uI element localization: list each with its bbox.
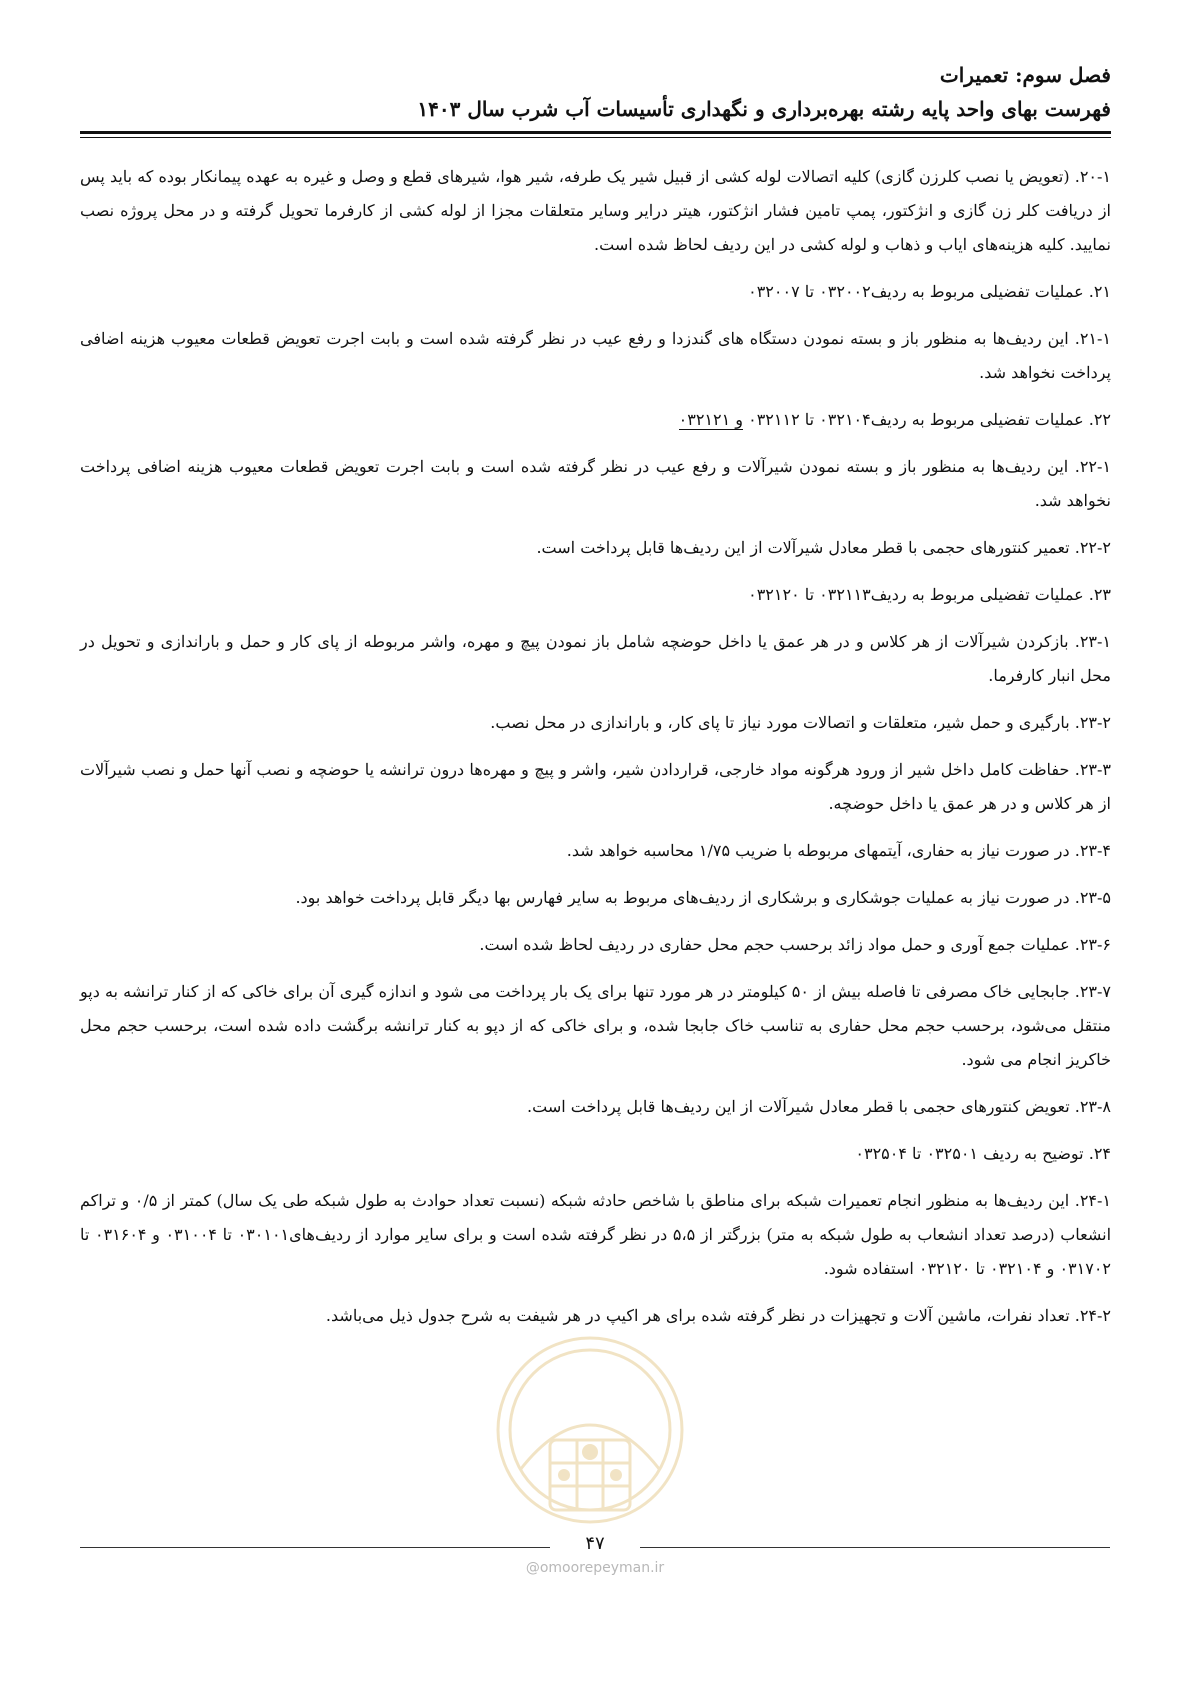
page-header (81, 58, 1111, 126)
footer-rule-right (640, 1547, 1110, 1548)
page-number: ۴۷ (585, 1533, 605, 1554)
paragraph-23-3: ۲۳-۳. حفاظت کامل داخل شیر از ورود هرگونه مواد خارجی، قراردادن شیر، واشر و پیچ و مهره‌ها درون ترانشه یا حوضچه و نصب آنها حمل و نصب شیرآلات از هر کلاس و در هر عمق یا داخل حوضچه. (80, 760, 1111, 813)
paragraph-20-1: ۲۰-۱. (تعویض یا نصب کلرزن گازی) کلیه اتصالات لوله کشی از قبیل شیر یک طرفه، شیر هوا، شیرهای قطع و وصل و غیره به عهده پیمانکار بوده که باید پس از دریافت کلر زن گازی و انژکتور، پمپ تامین فشار انژکتور، هیتر درایر وسایر متعلقات مجزا از لوله کشی از کارفرما تحویل گرفته و در محل پروژه نصب نمایید. کلیه هزینه‌های ایاب و ذهاب و لوله کشی در این ردیف لحاظ شده است. (80, 167, 1111, 254)
paragraph-23-6: ۲۳-۶. عملیات جمع آوری و حمل مواد زائد برحسب حجم محل حفاری در ردیف لحاظ شده است. (479, 935, 1111, 954)
paragraph-23-4: ۲۳-۴. در صورت نیاز به حفاری، آیتمهای مربوطه با ضریب ۱/۷۵ محاسبه خواهد شد. (566, 841, 1111, 860)
paragraph-22-2: ۲۲-۲. تعمیر کنتورهای حجمی با قطر معادل شیرآلات از این ردیف‌ها قابل پرداخت است. (536, 538, 1111, 557)
header-rule-thin (80, 137, 1111, 138)
paragraph-22-1: ۲۲-۱. این ردیف‌ها به منظور باز و بسته نمودن شیرآلات و رفع عیب در نظر گرفته شده است و بابت اجرت تعویض قطعات معیوب هزینه اضافی پرداخت نخواهد شد. (80, 457, 1111, 510)
paragraph-23-2: ۲۳-۲. بارگیری و حمل شیر، متعلقات و اتصالات مورد نیاز تا پای کار، و باراندازی در محل نصب. (490, 713, 1111, 732)
header-rule-thick (80, 131, 1111, 134)
document-body (80, 160, 1111, 1346)
paragraph-23-8: ۲۳-۸. تعویض کنتورهای حجمی با قطر معادل شیرآلات از این ردیف‌ها قابل پرداخت است. (527, 1097, 1111, 1116)
document-title: فهرست بهای واحد پایه رشته بهره‌برداری و نگهداری تأسیسات آب شرب سال ۱۴۰۳ (417, 97, 1111, 121)
paragraph-22-underlined: و ۰۳۲۱۲۱ (678, 410, 744, 429)
paragraph-23: ۲۳. عملیات تفضیلی مربوط به ردیف۰۳۲۱۱۳ تا ۰۳۲۱۲۰ (748, 585, 1111, 604)
paragraph-23-1: ۲۳-۱. بازکردن شیرآلات از هر کلاس و در هر عمق یا داخل حوضچه شامل باز نمودن پیچ و مهره، واشر مربوطه از پای کار و حمل و باراندازی و تحویل در محل انبار کارفرما. (80, 632, 1111, 685)
paragraph-24: ۲۴. توضیح به ردیف ۰۳۲۵۰۱ تا ۰۳۲۵۰۴ (855, 1144, 1111, 1163)
paragraph-21-1: ۲۱-۱. این ردیف‌ها به منظور باز و بسته نمودن دستگاه های گندزدا و رفع عیب در نظر گرفته شده است و بابت اجرت تعویض قطعات معیوب هزینه اضافی پرداخت نخواهد شد. (80, 329, 1111, 382)
footer-website: @omoorepeyman.ir (525, 1560, 665, 1576)
paragraph-22-prefix: ۲۲. عملیات تفضیلی مربوط به ردیف۰۳۲۱۰۴ تا ۰۳۲۱۱۲ (743, 410, 1111, 429)
footer-rule-left (80, 1547, 550, 1548)
paragraph-24-2: ۲۴-۲. تعداد نفرات، ماشین آلات و تجهیزات در نظر گرفته شده برای هر اکیپ در هر شیفت به شرح جدول ذیل می‌باشد. (325, 1306, 1111, 1325)
chapter-title: فصل سوم: تعمیرات (939, 63, 1111, 87)
paragraph-23-7: ۲۳-۷. جابجایی خاک مصرفی تا فاصله بیش از ۵۰ کیلومتر در هر مورد تنها برای یک بار پرداخت می شود و اندازه گیری آن برای خاکی که از کنار ترانشه به دپو منتقل می‌شود، برحسب حجم محل حفاری به تناسب خاک جابجا شده، و برای خاکی که از دپو به کنار ترانشه برگشت داده شده است، برحسب حجم محل خاکریز انجام می شود. (80, 982, 1112, 1069)
paragraph-24-1: ۲۴-۱. این ردیف‌ها به منظور انجام تعمیرات شبکه برای مناطق با شاخص حادثه شبکه (نسبت تعداد حوادث به طول شبکه طی یک سال) کمتر از ۰/۵ و تراکم انشعاب (درصد تعداد انشعاب به طول شبکه به متر) بزرگتر از ۵،۵ در نظر گرفته شده است و برای سایر موارد از ردیف‌های۰۳۰۱۰۱ تا ۰۳۱۰۰۴ و ۰۳۱۶۰۴ تا ۰۳۱۷۰۲ و ۰۳۲۱۰۴ تا ۰۳۲۱۲۰ استفاده شود. (80, 1191, 1112, 1278)
paragraph-21: ۲۱. عملیات تفضیلی مربوط به ردیف۰۳۲۰۰۲ تا ۰۳۲۰۰۷ (748, 282, 1111, 301)
paragraph-22 (80, 403, 1111, 437)
paragraph-23-5: ۲۳-۵. در صورت نیاز به عملیات جوشکاری و برشکاری از ردیف‌های مربوط به سایر فهارس بها دیگر قابل پرداخت خواهد بود. (295, 888, 1111, 907)
seal-logo-icon (490, 1320, 690, 1550)
